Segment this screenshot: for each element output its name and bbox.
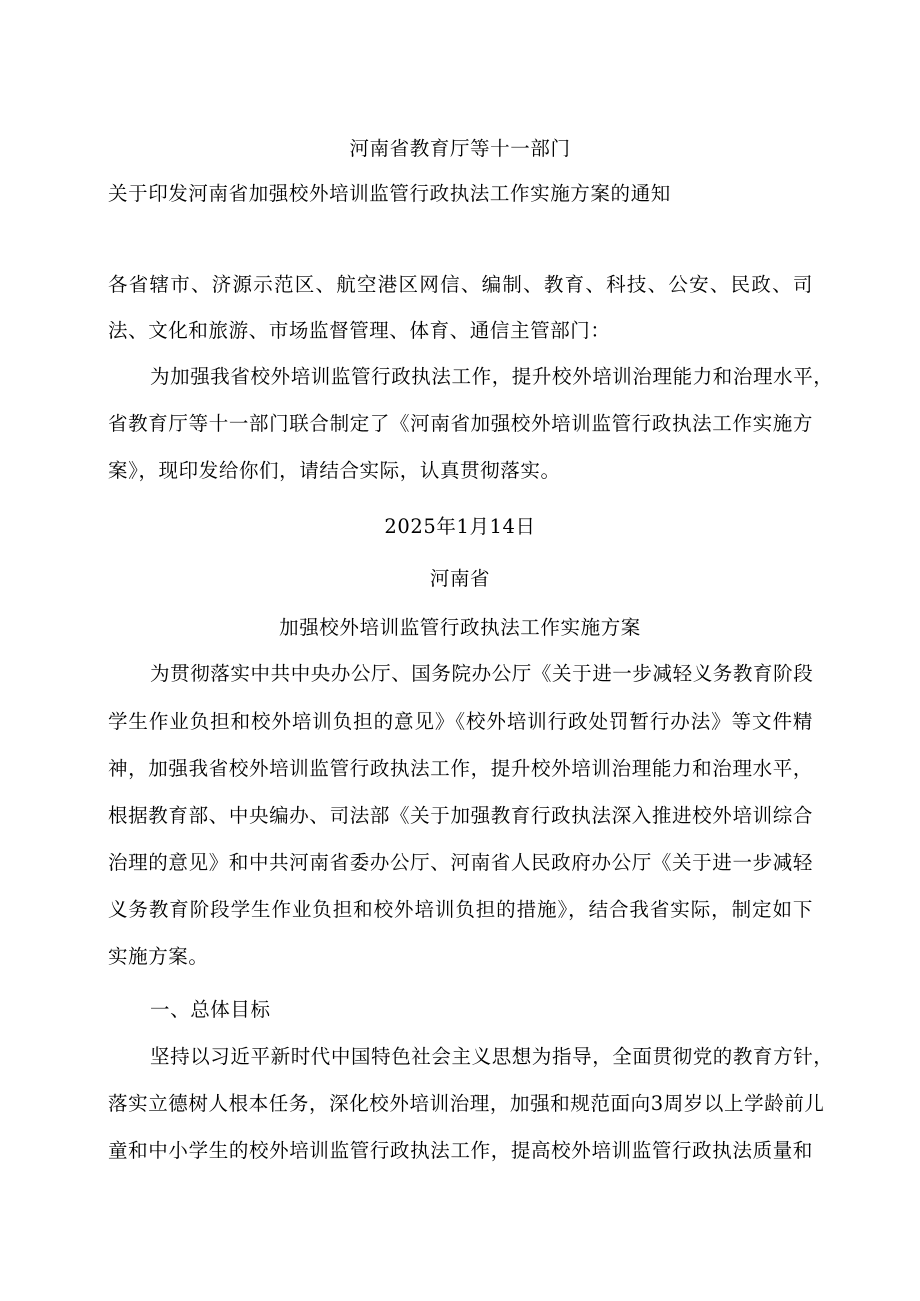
section-line: 童和中小学生的校外培训监管行政执法工作，提高校外培训监管行政执法质量和 [108,1139,813,1162]
addressee-line: 各省辖市、济源示范区、航空港区网信、编制、教育、科技、公安、民政、司 [108,273,813,296]
intro-line: 实施方案。 [108,945,209,968]
intro-line: 治理的意见》和中共河南省委办公厅、河南省人民政府办公厅《关于进一步减轻 [108,851,813,874]
plan-title: 加强校外培训监管行政执法工作实施方案 [279,616,641,639]
section-line: 落实立德树人根本任务，深化校外培训治理，加强和规范面向3周岁以上学龄前儿 [108,1092,825,1115]
addressee-line: 法、文化和旅游、市场监督管理、体育、通信主管部门： [108,319,611,342]
section-line: 坚持以习近平新时代中国特色社会主义思想为指导，全面贯彻党的教育方针， [150,1045,834,1068]
intro-line: 根据教育部、中央编办、司法部《关于加强教育行政执法深入推进校外培训综合 [108,804,813,827]
notice-title-subject: 关于印发河南省加强校外培训监管行政执法工作实施方案的通知 [108,182,671,205]
plan-title-province: 河南省 [429,567,491,590]
intro-line: 学生作业负担和校外培训负担的意见》《校外培训行政处罚暂行办法》等文件精 [108,710,813,733]
section-heading: 一、总体目标 [150,998,271,1021]
intro-line: 义务教育阶段学生作业负担和校外培训负担的措施》，结合我省实际，制定如下 [108,898,813,921]
notice-date: 2025年1月14日 [384,515,536,538]
body-line: 为加强我省校外培训监管行政执法工作，提升校外培训治理能力和治理水平， [150,365,834,388]
intro-line: 神，加强我省校外培训监管行政执法工作，提升校外培训治理能力和治理水平， [108,757,813,780]
body-line: 省教育厅等十一部门联合制定了《河南省加强校外培训监管行政执法工作实施方 [108,412,813,435]
notice-title-issuer: 河南省教育厅等十一部门 [349,137,571,160]
intro-line: 为贯彻落实中共中央办公厅、国务院办公厅《关于进一步减轻义务教育阶段 [150,662,814,685]
body-line: 案》，现印发给你们，请结合实际，认真贯彻落实。 [108,459,561,482]
